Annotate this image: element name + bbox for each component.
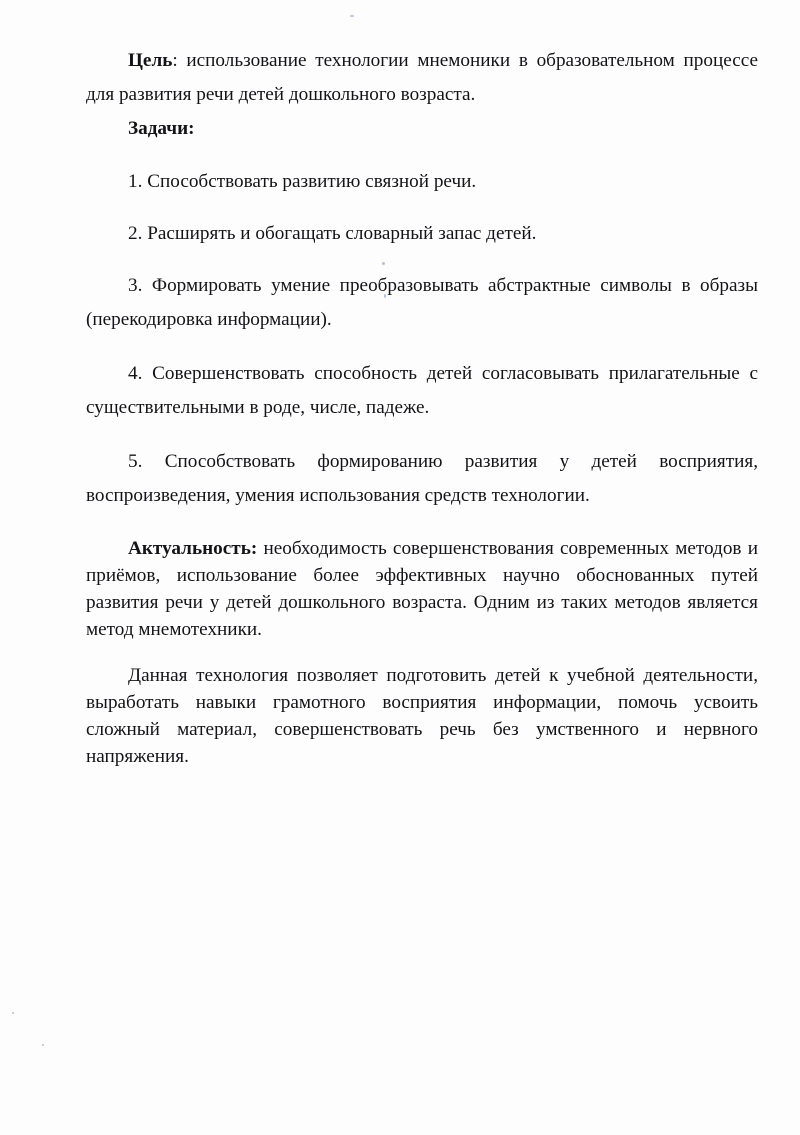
task-item: 5. Способствовать формированию развития у детей восприятия, воспроизведения, умения использования средств технологии.	[86, 451, 758, 506]
relevance-label: Актуальность:	[128, 538, 258, 559]
task-item: 2. Расширять и обогащать словарный запас детей.	[128, 223, 537, 244]
technology-paragraph: Данная технология позволяет подготовить детей к учебной деятельности, выработать навыки грамотного восприятия информации, помочь усвоить сложный материал, совершенствовать речь без умственного и нервного напряжения.	[86, 665, 758, 767]
task-item: 4. Совершенствовать способность детей согласовывать прилагательные с существительными в роде, числе, падеже.	[86, 363, 758, 418]
task-item: 1. Способствовать развитию связной речи.	[128, 171, 477, 192]
document-body	[86, 44, 758, 770]
goal-label: Цель	[128, 50, 173, 71]
scan-speck	[350, 15, 354, 17]
goal-text: : использование технологии мнемоники в образовательном процессе для развития речи детей дошкольного возраста.	[86, 50, 758, 105]
relevance-paragraph	[86, 535, 758, 643]
tasks-heading	[86, 112, 758, 146]
task-item: 3. Формировать умение преобразовывать абстрактные символы в образы (перекодировка информации).	[86, 275, 758, 330]
scan-speck	[42, 1044, 44, 1046]
tasks-heading-text: Задачи:	[128, 118, 195, 139]
goal-paragraph	[86, 44, 758, 112]
relevance-text: необходимость совершенствования современных методов и приёмов, использование более эффективных научно обоснованных путей развития речи у детей дошкольного возраста. Одним из таких методов является метод мнемотехники.	[86, 538, 758, 640]
scan-speck	[12, 1012, 14, 1014]
